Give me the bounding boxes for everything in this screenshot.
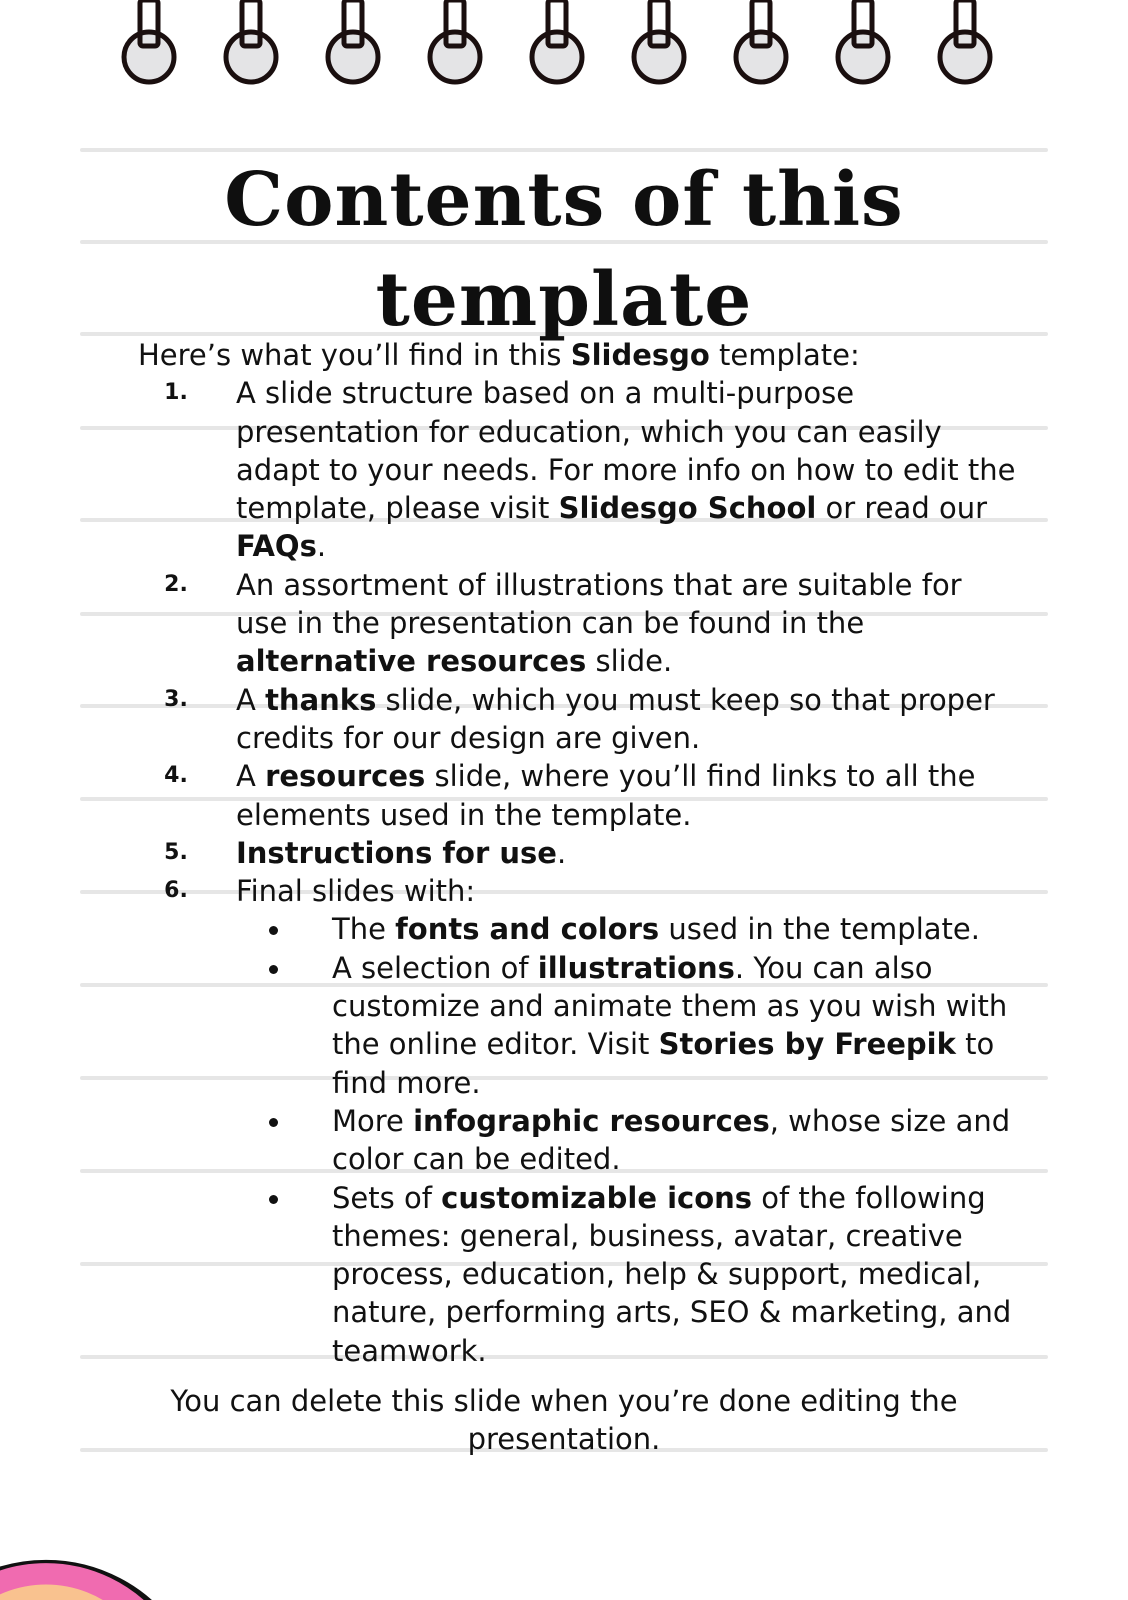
sub-item-text: , whose size and color can be edited.: [332, 1103, 1011, 1177]
sub-list-item: [236, 1102, 1018, 1179]
list-item: [138, 834, 1018, 872]
ring-icon: [940, 0, 990, 82]
spiral-binding: [0, 0, 1128, 100]
item-text: or read our: [816, 491, 988, 526]
item-bold: FAQs: [236, 529, 317, 564]
intro-suffix: template:: [709, 338, 860, 372]
item-bold: resources: [265, 759, 426, 794]
item-bold: thanks: [265, 682, 377, 717]
sub-item-text: Sets of: [332, 1180, 442, 1215]
contents-body: [138, 336, 1018, 1370]
bullet-icon: [269, 965, 278, 974]
item-text: A: [236, 682, 266, 717]
page-title: Contents of this template: [224, 157, 904, 343]
item-number: 1.: [164, 380, 188, 406]
item-number: 6.: [164, 878, 188, 904]
sub-list-item: [236, 910, 1018, 948]
sub-item-bold: infographic resources: [413, 1103, 770, 1138]
intro-prefix: Here’s what you’ll find in this: [138, 338, 571, 372]
item-text: .: [316, 529, 327, 564]
ring-icon: [532, 0, 582, 82]
sub-item-text: . You can also customize and animate them as you wish with the online editor. Visit: [332, 950, 1008, 1062]
contents-list: [138, 374, 1018, 1370]
list-item: [138, 872, 1018, 1370]
item-text: slide, which you must keep so that proper credits for our design are given.: [236, 682, 995, 755]
list-item: [138, 681, 1018, 758]
ring-icon: [838, 0, 888, 82]
item-text: A slide structure based on a multi-purpose presentation for education, which you can easily adapt to your needs. For more info on how to edit the template, please visit: [236, 376, 1016, 526]
sub-item-text: to find more.: [332, 1027, 995, 1100]
bullet-icon: [269, 1195, 278, 1204]
list-item: [138, 757, 1018, 834]
ring-icon: [328, 0, 378, 82]
sub-item-bold: illustrations: [537, 950, 735, 985]
ring-icon: [226, 0, 276, 82]
list-item: [138, 566, 1018, 681]
sub-item-text: The: [332, 912, 396, 947]
item-text: slide, where you’ll find links to all the elements used in the template.: [236, 759, 976, 832]
item-bold: alternative resources: [236, 644, 587, 679]
item-text: A: [236, 759, 266, 794]
bullet-icon: [269, 926, 278, 935]
sub-item-bold: Stories by Freepik: [658, 1027, 956, 1062]
final-slides-list: [236, 910, 1018, 1370]
intro-text: [138, 336, 1018, 374]
ring-icon: [124, 0, 174, 82]
intro-brand: Slidesgo: [570, 338, 710, 372]
ring-icon: [634, 0, 684, 82]
item-number: 4.: [164, 763, 188, 789]
sub-item-bold: customizable icons: [441, 1180, 753, 1215]
sub-item-text: of the following themes: general, business, avatar, creative process, education, help & support, medical, nature, performing arts, SEO & marketing, and teamwork.: [332, 1180, 1012, 1368]
item-text: slide.: [586, 644, 673, 679]
sub-list-item: [236, 949, 1018, 1102]
item-text: An assortment of illustrations that are suitable for use in the presentation can be found in the: [236, 567, 962, 641]
list-item: [138, 374, 1018, 565]
item-bold: Instructions for use: [236, 835, 557, 870]
item-number: 5.: [164, 839, 188, 865]
item-number: 2.: [164, 571, 188, 597]
sub-item-text: A selection of: [332, 950, 538, 985]
bullet-icon: [269, 1118, 278, 1127]
ring-icon: [736, 0, 786, 82]
item-bold: Slidesgo School: [558, 491, 817, 526]
sub-item-text: More: [332, 1103, 414, 1138]
rainbow-icon: [0, 1465, 180, 1600]
item-number: 3.: [164, 686, 188, 712]
ring-icon: [430, 0, 480, 82]
footer-note: You can delete this slide when you’re done editing the presentation.: [170, 1384, 958, 1457]
sub-item-bold: fonts and colors: [395, 912, 660, 947]
sub-list-item: [236, 1179, 1018, 1370]
sub-item-text: used in the template.: [659, 912, 980, 947]
item-text: .: [556, 835, 567, 870]
item-text: Final slides with:: [236, 874, 476, 909]
